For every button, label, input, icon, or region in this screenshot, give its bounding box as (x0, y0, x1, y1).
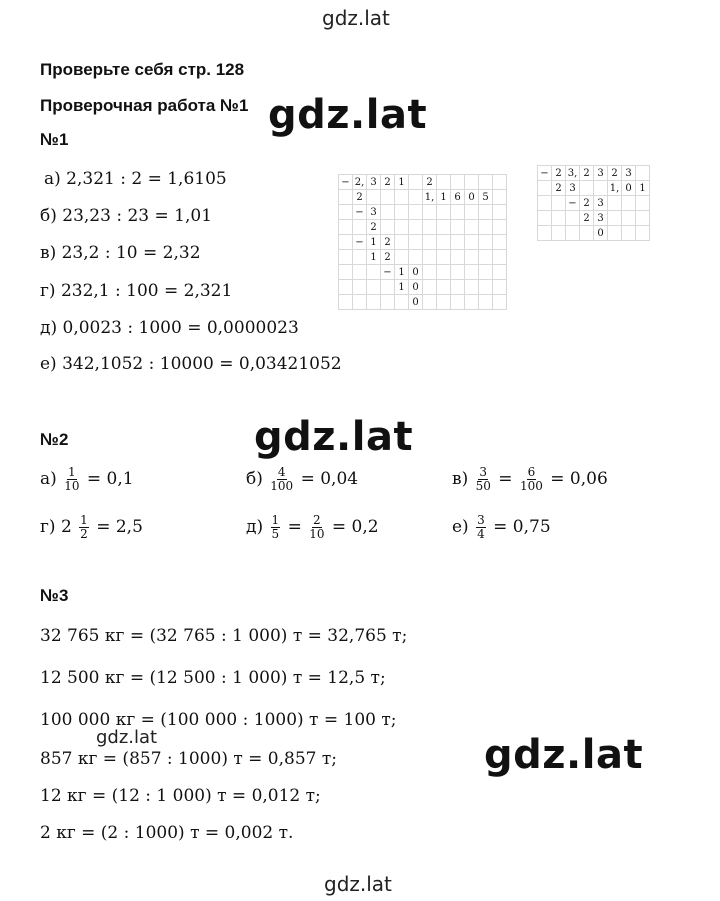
fraction: $\frac{3}{50}$ (475, 465, 491, 493)
division1-cell (367, 265, 381, 280)
task1-line-c: в) 23,2 : 10 = 2,32 (40, 243, 201, 263)
fraction: $\frac{2}{10}$ (309, 513, 325, 541)
division1-cell: 1 (367, 250, 381, 265)
division1-cell (367, 190, 381, 205)
division2-cell: 2 (552, 166, 566, 181)
division1-cell: 2 (367, 220, 381, 235)
division2-row (538, 226, 650, 241)
division2-cell: 1, (608, 181, 622, 196)
task2-item-result: = 0,06 (550, 469, 608, 489)
division1-cell (353, 220, 367, 235)
division1-cell (465, 205, 479, 220)
division1-row (339, 250, 507, 265)
division1-cell (479, 175, 493, 190)
division1-cell (479, 250, 493, 265)
division1-cell (395, 295, 409, 310)
division1-cell (437, 220, 451, 235)
division1-cell: 0 (409, 295, 423, 310)
division2-cell: 2 (580, 166, 594, 181)
division1-cell (493, 250, 507, 265)
division2-cell: 3 (594, 196, 608, 211)
division1-row (339, 190, 507, 205)
division2-cell: 2 (552, 181, 566, 196)
division1-cell (493, 220, 507, 235)
division2-cell: 3, (566, 166, 580, 181)
division2-cell: 0 (594, 226, 608, 241)
watermark-large-2: gdz.lat (254, 414, 414, 460)
task3-label: №3 (40, 586, 69, 605)
division2-cell (622, 226, 636, 241)
division1-cell (465, 295, 479, 310)
task3-line-6: 2 кг = (2 : 1000) т = 0,002 т. (40, 823, 294, 843)
task2-item-f (452, 514, 551, 541)
division1-cell (493, 235, 507, 250)
division2-cell (566, 211, 580, 226)
division2-cell: 1 (636, 181, 650, 196)
page-title: Проверьте себя стр. 128 (40, 60, 245, 79)
long-division-1 (338, 174, 507, 310)
task2-label: №2 (40, 430, 69, 449)
division1-cell: 2 (381, 235, 395, 250)
division1-cell: − (381, 265, 395, 280)
division2-cell: 2 (608, 166, 622, 181)
division1-cell (339, 190, 353, 205)
division1-cell: 3 (367, 175, 381, 190)
division1-cell: 2 (423, 175, 437, 190)
task2-item-prefix: а) (40, 469, 57, 489)
watermark-large-3: gdz.lat (484, 732, 644, 778)
division1-cell (409, 250, 423, 265)
fraction: $\frac{1}{2}$ (80, 513, 88, 541)
division1-cell (451, 220, 465, 235)
division2-cell (538, 211, 552, 226)
division2-cell (622, 196, 636, 211)
task1-line-d: г) 232,1 : 100 = 2,321 (40, 281, 233, 301)
division2-row (538, 196, 650, 211)
division1-row (339, 235, 507, 250)
division1-cell (423, 280, 437, 295)
division1-cell (367, 295, 381, 310)
division1-cell (493, 175, 507, 190)
division2-cell (622, 211, 636, 226)
fraction: $\frac{1}{10}$ (64, 465, 80, 493)
task1-label: №1 (40, 130, 69, 149)
fraction: $\frac{4}{100}$ (270, 465, 294, 493)
division1-cell: 6 (451, 190, 465, 205)
division1-cell (395, 235, 409, 250)
division2-cell (580, 226, 594, 241)
division1-cell (465, 280, 479, 295)
division1-cell (395, 250, 409, 265)
division1-cell (339, 235, 353, 250)
division2-cell (636, 226, 650, 241)
division1-row (339, 220, 507, 235)
division1-cell: 1 (367, 235, 381, 250)
division1-cell: 0 (409, 280, 423, 295)
division1-cell (479, 235, 493, 250)
task2-item-b (246, 466, 358, 493)
division1-cell (493, 190, 507, 205)
division1-cell (437, 235, 451, 250)
division1-cell: 0 (465, 190, 479, 205)
division1-cell (451, 280, 465, 295)
division2-cell: 2 (580, 196, 594, 211)
division1-cell (353, 250, 367, 265)
division1-cell (493, 205, 507, 220)
division1-cell (423, 235, 437, 250)
division1-cell: 2, (353, 175, 367, 190)
division1-row (339, 280, 507, 295)
division1-cell (451, 235, 465, 250)
division1-cell (353, 295, 367, 310)
division1-cell (409, 220, 423, 235)
division2-cell (608, 196, 622, 211)
division1-cell (479, 265, 493, 280)
division2-cell: − (566, 196, 580, 211)
division1-cell: 1 (395, 175, 409, 190)
division2-cell (608, 226, 622, 241)
division2-cell (594, 181, 608, 196)
division1-cell (395, 220, 409, 235)
division2-cell: 3 (594, 166, 608, 181)
division1-cell (423, 295, 437, 310)
division1-cell (353, 265, 367, 280)
division1-cell: − (339, 175, 353, 190)
division2-cell (552, 211, 566, 226)
division1-cell (339, 220, 353, 235)
division1-row (339, 205, 507, 220)
task2-item-a (40, 466, 134, 493)
division1-cell: − (353, 205, 367, 220)
fraction: $\frac{1}{5}$ (271, 513, 280, 541)
work-subtitle: Проверочная работа №1 (40, 96, 249, 115)
division2-cell: 3 (594, 211, 608, 226)
division2-cell (538, 196, 552, 211)
division1-cell (465, 220, 479, 235)
division2-row (538, 166, 650, 181)
division2-cell (636, 196, 650, 211)
division1-cell (395, 190, 409, 205)
division1-cell (367, 280, 381, 295)
long-division-2 (537, 165, 650, 241)
division1-cell: 3 (367, 205, 381, 220)
division1-cell (339, 205, 353, 220)
division1-cell: 5 (479, 190, 493, 205)
division1-cell (493, 295, 507, 310)
task2-item-result: = 0,1 (86, 469, 134, 489)
division2-cell: 3 (622, 166, 636, 181)
division2-cell (580, 181, 594, 196)
task2-item-prefix: б) (246, 469, 263, 489)
division2-cell (608, 211, 622, 226)
task1-line-b: б) 23,23 : 23 = 1,01 (40, 206, 213, 226)
division1-cell (437, 250, 451, 265)
task2-item-d (40, 514, 143, 541)
division1-cell (493, 265, 507, 280)
division1-cell: 1 (437, 190, 451, 205)
division1-cell (437, 295, 451, 310)
division1-row (339, 295, 507, 310)
division1-cell: 1, (423, 190, 437, 205)
division1-cell: − (353, 235, 367, 250)
division1-cell: 2 (381, 250, 395, 265)
division2-cell: 3 (566, 181, 580, 196)
division1-cell (381, 190, 395, 205)
task1-line-a: а) 2,321 : 2 = 1,6105 (44, 169, 227, 189)
division2-cell (636, 211, 650, 226)
task2-item-result: = 2,5 (96, 517, 143, 537)
fraction: $\frac{3}{4}$ (477, 513, 485, 541)
division1-cell (479, 220, 493, 235)
division2-row (538, 211, 650, 226)
division1-cell (493, 280, 507, 295)
division1-cell (381, 295, 395, 310)
task2-item-result: = 0,04 (300, 469, 359, 489)
division2-cell: 0 (622, 181, 636, 196)
task1-line-f: е) 342,1052 : 10000 = 0,03421052 (40, 354, 342, 374)
division1-cell (437, 265, 451, 280)
division1-cell (395, 205, 409, 220)
division1-cell (339, 265, 353, 280)
task2-item-prefix: е) (452, 517, 469, 537)
division2-cell: − (538, 166, 552, 181)
division1-cell (409, 205, 423, 220)
division1-cell (479, 280, 493, 295)
division1-cell (479, 295, 493, 310)
division2-cell (538, 181, 552, 196)
division1-row (339, 175, 507, 190)
division1-cell: 2 (381, 175, 395, 190)
division1-cell (409, 190, 423, 205)
division2-cell (636, 166, 650, 181)
division1-cell (437, 175, 451, 190)
division1-cell (465, 235, 479, 250)
division2-cell (566, 226, 580, 241)
division1-cell (465, 265, 479, 280)
task2-item-result: = 0,2 (331, 517, 379, 537)
task1-line-e: д) 0,0023 : 1000 = 0,0000023 (40, 318, 299, 338)
division2-cell (552, 226, 566, 241)
division2-row (538, 181, 650, 196)
division1-cell (381, 205, 395, 220)
division1-cell (437, 205, 451, 220)
task2-item-result: = 0,75 (493, 517, 551, 537)
division1-cell (381, 220, 395, 235)
task3-line-3: 100 000 кг = (100 000 : 1000) т = 100 т; (40, 710, 397, 730)
watermark-top: gdz.lat (322, 6, 390, 30)
division2-cell: 2 (580, 211, 594, 226)
task3-line-4: 857 кг = (857 : 1000) т = 0,857 т; (40, 749, 338, 769)
division2-cell (552, 196, 566, 211)
watermark-bottom: gdz.lat (324, 872, 392, 896)
division1-cell (409, 175, 423, 190)
task3-line-1: 32 765 кг = (32 765 : 1 000) т = 32,765 т; (40, 626, 408, 646)
task3-line-2: 12 500 кг = (12 500 : 1 000) т = 12,5 т; (40, 668, 386, 688)
division1-cell (339, 295, 353, 310)
division1-cell (409, 235, 423, 250)
task2-item-prefix: г) 2 (40, 517, 72, 537)
watermark-small-mid: gdz.lat (96, 727, 158, 748)
division1-cell (451, 175, 465, 190)
division1-cell (339, 250, 353, 265)
task2-item-e: д) $\frac{1}{5}$ = $\frac{2}{10}$ = 0,2 (246, 513, 379, 541)
division1-cell (339, 280, 353, 295)
division2-cell (538, 226, 552, 241)
division1-cell (423, 250, 437, 265)
division1-cell (353, 280, 367, 295)
task2-item-c: в) $\frac{3}{50}$ = $\frac{6}{100}$ = 0,06 (452, 465, 608, 493)
division1-cell (451, 295, 465, 310)
fraction: $\frac{6}{100}$ (519, 465, 543, 493)
division1-cell (423, 220, 437, 235)
division1-cell: 1 (395, 280, 409, 295)
division1-cell (465, 250, 479, 265)
division1-cell (465, 175, 479, 190)
division1-cell (423, 265, 437, 280)
division1-row (339, 265, 507, 280)
division1-cell (423, 205, 437, 220)
division1-cell (381, 280, 395, 295)
watermark-large-1: gdz.lat (268, 92, 428, 138)
task2-item-prefix: в) (452, 469, 469, 489)
task2-item-prefix: д) (246, 517, 264, 537)
division1-cell (437, 280, 451, 295)
division1-cell: 0 (409, 265, 423, 280)
division1-cell (451, 265, 465, 280)
division1-cell: 2 (353, 190, 367, 205)
division1-cell (451, 205, 465, 220)
division1-cell: 1 (395, 265, 409, 280)
division1-cell (451, 250, 465, 265)
task3-line-5: 12 кг = (12 : 1 000) т = 0,012 т; (40, 786, 321, 806)
division1-cell (479, 205, 493, 220)
